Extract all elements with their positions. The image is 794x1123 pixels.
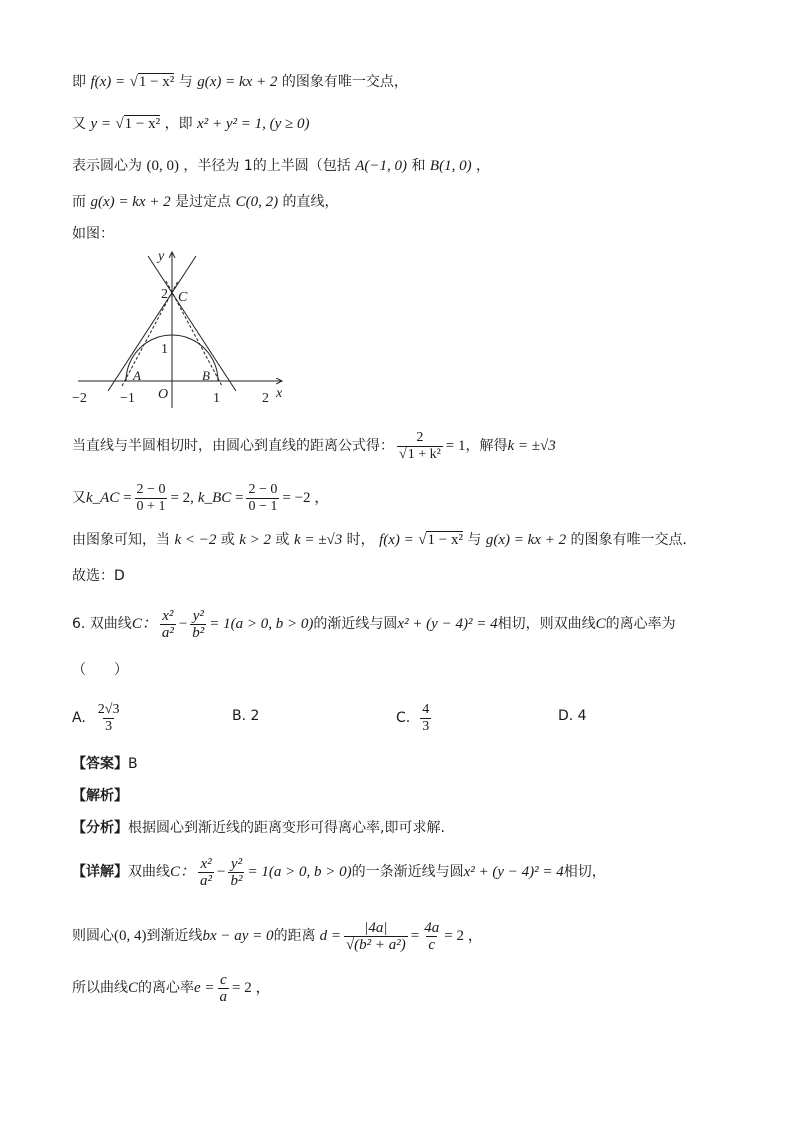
fenxi-text: 根据圆心到渐近线的距离变形可得离心率,即可求解. — [128, 820, 445, 836]
text: 的距离 — [273, 928, 316, 944]
text: 的离心率为 — [605, 616, 676, 632]
text: 是过定点 — [175, 194, 232, 210]
solution-line-8: 由图象可知，当 k < −2 或 k > 2 或 k = ±√3 时， f(x) = √1 − x² 与 g(x) = kx + 2 的图象有唯一交点． — [72, 532, 697, 548]
text: 由图象可知，当 — [72, 532, 170, 548]
math-eq: = −2 ， — [282, 490, 330, 506]
option-label: A. — [72, 710, 86, 726]
fraction-den: 1 + k² — [407, 446, 441, 462]
choice-result: 故选：D — [72, 568, 125, 584]
math-cond: k > 2 — [239, 532, 272, 548]
text: 或 — [220, 532, 235, 548]
semicircle-line-graph — [70, 246, 300, 416]
math-c: C — [595, 616, 606, 632]
text: 又 — [72, 116, 86, 132]
text: 而 — [72, 194, 86, 210]
math-cond: k < −2 — [174, 532, 217, 548]
text: 与 — [467, 532, 482, 548]
math-center: (0, 0) — [146, 158, 179, 174]
math-c: C： — [170, 864, 196, 880]
fraction — [246, 482, 279, 515]
label-c: C — [178, 290, 188, 305]
math-point-b: B(1, 0) — [429, 158, 472, 174]
option-label: B. 2 — [232, 708, 260, 724]
math-k: k = ±√3 — [507, 438, 556, 454]
text: 双曲线 — [128, 864, 170, 880]
label-y: y — [158, 249, 165, 264]
text: 的直线， — [282, 194, 339, 210]
math-cond: = 1(a > 0, b > 0) — [209, 616, 314, 632]
math-e: e = — [194, 980, 215, 996]
math-eq: x² + y² = 1, (y ≥ 0) — [197, 116, 310, 132]
math-gx: g(x) = kx + 2 — [485, 532, 567, 548]
fraction-den: a² — [161, 624, 174, 641]
fraction-den: 0 + 1 — [136, 498, 166, 514]
fraction-den: a — [219, 988, 228, 1005]
text: ，半径为 1的上半圆（包括 — [183, 158, 351, 174]
xiangjie-tag: 【详解】 — [72, 864, 128, 880]
label-neg2: −2 — [72, 391, 87, 406]
fraction — [422, 920, 441, 953]
fraction-num: 4 — [422, 701, 430, 717]
text: 的一条渐近线与圆 — [351, 864, 464, 880]
solution-line-6 — [72, 426, 556, 466]
option-label: C. — [396, 710, 411, 726]
text: 的渐近线与圆 — [313, 616, 398, 632]
option-label: D. 4 — [558, 708, 587, 724]
fraction-num: c — [219, 971, 227, 988]
math-gx: g(x) = kx + 2 — [197, 74, 278, 90]
math-line: bx − ay = 0 — [202, 928, 274, 944]
math-point-a: A(−1, 0) — [355, 158, 407, 174]
math-k-bc: k_BC — [197, 490, 232, 506]
text: 所以曲线 — [72, 980, 128, 996]
tangent-k-neg-sqrt3 — [166, 281, 222, 386]
math-eq: = 1 — [445, 438, 466, 454]
answer-line — [72, 754, 138, 774]
label-neg1: −1 — [120, 391, 135, 406]
math-gx: g(x) = kx + 2 — [90, 194, 171, 210]
fraction: $\frac{2}{\text{√1 + k²}}$ — [399, 429, 441, 462]
fraction-den: b² — [192, 624, 205, 641]
solution-line-3 — [72, 156, 490, 176]
fraction-num: 2 − 0 — [248, 481, 278, 497]
math-circle: x² + (y − 4)² = 4 — [397, 616, 498, 632]
solution-line-9 — [72, 566, 125, 586]
option-b[interactable] — [232, 708, 259, 724]
math-point-c: C(0, 2) — [235, 194, 279, 210]
xiangjie-line: 【详解】 双曲线 C： $\frac{\text{x²}}{\text{a²}}$ − $\frac{\text{y²}}{\text{b²}}$ = 1(a > 0, b > 0) 的一条渐近线与圆 x² + (y − 4)² = 4 相切， — [72, 855, 606, 889]
line-k-pos2 — [108, 256, 196, 391]
fraction-num: y² — [230, 855, 243, 872]
math-sqrt: 1 − x² — [138, 74, 175, 90]
math-eq: = 2 ， — [232, 980, 271, 996]
text: 的图象有唯一交点． — [570, 532, 697, 548]
fraction-num: 4a — [424, 919, 440, 936]
distance-line: 则圆心 (0, 4) 到渐近线 bx − ay = 0 的距离 d = $\frac{|4a|}{\text{√(b² + a²)}}$ = $\frac{4a}{c}$ = 2 ， — [72, 919, 483, 953]
fraction-den: b² — [230, 872, 243, 889]
label-a: A — [133, 368, 141, 383]
text: ，即 — [164, 116, 193, 132]
question-6-paren — [72, 660, 128, 680]
math-cond: k = ±√3 — [293, 532, 343, 548]
text: 又 — [72, 490, 86, 506]
fraction-den: 3 — [105, 718, 113, 734]
text: 当直线与半圆相切时，由圆心到直线的距离公式得： — [72, 438, 394, 454]
solution-line-2: 又 y = √1 − x² ，即 x² + y² = 1, (y ≥ 0) — [72, 116, 310, 132]
fraction — [344, 920, 408, 953]
option-d[interactable] — [558, 708, 587, 724]
math-fx: f(x) = — [379, 532, 414, 548]
text: 相切， — [563, 864, 606, 880]
fraction — [420, 702, 431, 735]
fraction-num: x² — [200, 855, 212, 872]
math-cond: = 1(a > 0, b > 0) — [247, 864, 352, 880]
math-eq: = 2 ， — [444, 928, 483, 944]
text: ， — [476, 158, 491, 174]
label-two: 2 — [161, 287, 168, 302]
question-number: 6. 双曲线 — [72, 616, 132, 632]
solution-line-1: 即 f(x) = √1 − x² 与 g(x) = kx + 2 的图象有唯一交点， — [72, 74, 408, 90]
math-k-ac: k_AC — [86, 490, 120, 506]
analysis-heading — [72, 786, 128, 806]
fraction — [190, 608, 206, 641]
eccentricity-line — [72, 968, 271, 1008]
text: 相切，则双曲线 — [497, 616, 596, 632]
fraction — [218, 972, 230, 1005]
fraction-num: 2√3 — [97, 701, 120, 717]
fraction-den: a² — [200, 872, 213, 889]
fraction — [96, 702, 122, 735]
fenxi-line — [72, 818, 445, 838]
math-sqrt: 1 − x² — [124, 116, 161, 132]
question-6: 6. 双曲线 C： $\frac{\text{x²}}{\text{a²}}$ − $\frac{\text{y²}}{\text{b²}}$ = 1(a > 0, b > 0) 的渐近线与圆 x² + (y − 4)² = 4 相切，则双曲线 C 的离心率为 — [72, 607, 676, 641]
fraction — [135, 482, 168, 515]
text: 和 — [411, 158, 426, 174]
math-circle: x² + (y − 4)² = 4 — [463, 864, 564, 880]
solution-line-4 — [72, 192, 339, 212]
label-o: O — [158, 387, 169, 402]
text: 即 — [72, 74, 86, 90]
option-a[interactable] — [72, 698, 124, 738]
text: ，解得 — [465, 438, 508, 454]
text: 时， — [346, 532, 375, 548]
solution-line-7: 又 k_AC = $\frac{2 - 0}{0 + 1}$ = 2, k_BC = $\frac{2 - 0}{0 - 1}$ = −2 ， — [72, 481, 330, 514]
text: 如图： — [72, 226, 114, 242]
fraction-num: y² — [192, 607, 204, 624]
analysis-tag: 【解析】 — [72, 788, 128, 804]
fraction-num: 2 — [416, 429, 424, 445]
line-k-neg2 — [148, 256, 236, 391]
label-b: B — [202, 368, 210, 383]
math-c: C — [128, 980, 139, 996]
text: 与 — [178, 74, 193, 90]
math-eq: = 2, — [170, 490, 194, 506]
answer-tag: 【答案】 — [72, 756, 128, 772]
fraction-num: 2 − 0 — [136, 481, 166, 497]
fraction-den: √(b² + a²) — [345, 936, 406, 953]
text: 或 — [275, 532, 290, 548]
fraction — [198, 856, 214, 889]
fraction-num: |4a| — [364, 919, 388, 936]
math-d: d = — [319, 928, 341, 944]
option-c[interactable] — [396, 698, 434, 738]
answer-value: B — [128, 756, 138, 772]
math-sqrt: 1 − x² — [427, 532, 463, 548]
label-x: x — [276, 386, 283, 401]
fraction-den: c — [428, 936, 436, 953]
text: 表示圆心为 — [72, 158, 142, 174]
tangent-k-pos-sqrt3 — [122, 281, 178, 386]
fenxi-tag: 【分析】 — [72, 820, 128, 836]
fraction-den: 0 − 1 — [248, 498, 278, 514]
label-pos1: 1 — [213, 391, 220, 406]
label-one: 1 — [161, 342, 168, 357]
text: 到渐近线 — [146, 928, 203, 944]
fraction-num: x² — [162, 607, 174, 624]
fraction — [160, 608, 176, 641]
answer-blank: （ ） — [72, 662, 128, 678]
fraction-den: 3 — [422, 718, 430, 734]
fraction — [228, 856, 244, 889]
math-center: (0, 4) — [114, 928, 147, 944]
math-c: C： — [131, 616, 157, 632]
label-pos2: 2 — [262, 391, 269, 406]
solution-line-5 — [72, 224, 114, 244]
text: 则圆心 — [72, 928, 114, 944]
text: 的离心率 — [138, 980, 195, 996]
math-fx: f(x) = — [90, 74, 126, 90]
text: 的图象有唯一交点， — [281, 74, 408, 90]
math-y: y = — [90, 116, 111, 132]
